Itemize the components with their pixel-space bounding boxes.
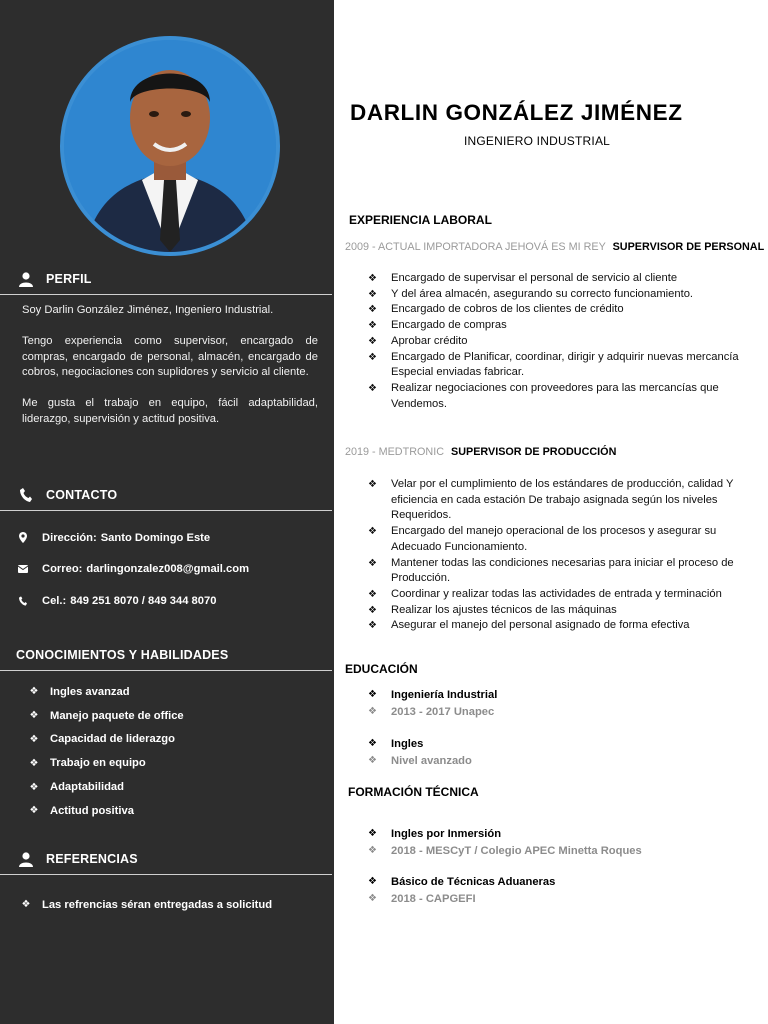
diamond-bullet-icon: ❖ bbox=[368, 828, 377, 839]
contacto-title: CONTACTO bbox=[46, 488, 118, 502]
diamond-bullet-icon: ❖ bbox=[29, 686, 39, 698]
list-item bbox=[368, 287, 758, 303]
diamond-bullet-icon: ❖ bbox=[368, 588, 377, 600]
list-item bbox=[28, 751, 328, 775]
main-content bbox=[334, 0, 768, 1024]
location-pin-icon bbox=[16, 531, 30, 545]
list-item bbox=[368, 302, 758, 318]
person-icon bbox=[16, 269, 36, 289]
perfil-paragraph: Soy Darlin González Jiménez, Ingeniero Industrial. bbox=[22, 304, 274, 316]
list-item bbox=[20, 893, 330, 917]
references-list bbox=[20, 893, 330, 917]
list-item bbox=[368, 686, 758, 703]
bullet-text: Coordinar y realizar todas las actividades de entrada y terminación bbox=[391, 587, 722, 600]
diamond-bullet-icon: ❖ bbox=[368, 755, 377, 766]
skill-label: Capacidad de liderazgo bbox=[50, 733, 175, 746]
education-list bbox=[368, 686, 758, 769]
job-meta: 2019 - MEDTRONIC bbox=[345, 446, 444, 458]
skill-label: Ingles avanzad bbox=[50, 685, 130, 698]
diamond-bullet-icon: ❖ bbox=[368, 845, 377, 856]
list-item bbox=[368, 271, 758, 287]
job-bullets-2 bbox=[368, 477, 758, 634]
diamond-bullet-icon: ❖ bbox=[368, 335, 377, 347]
list-item bbox=[28, 775, 328, 799]
edu-detail: Nivel avanzado bbox=[391, 754, 472, 767]
diamond-bullet-icon: ❖ bbox=[21, 899, 31, 911]
bullet-text: Encargado de supervisar el personal de servicio al cliente bbox=[391, 272, 678, 284]
sidebar bbox=[0, 0, 334, 1024]
perfil-paragraph: Tengo experiencia como supervisor, encargado de compras, encargado de personal, almacén, encargado de cobros, negociaciones con suplidores y servicio al cliente. bbox=[22, 334, 318, 379]
contact-address-value: Santo Domingo Este bbox=[100, 531, 211, 544]
job-meta: 2009 - ACTUAL IMPORTADORA JEHOVÁ ES MI REY bbox=[345, 241, 606, 253]
habilidades-header bbox=[0, 640, 332, 671]
contact-phone-label: Cel.: bbox=[42, 594, 67, 607]
referencias-header bbox=[0, 844, 332, 875]
contact-email-label: Correo: bbox=[42, 563, 83, 576]
list-item bbox=[368, 618, 758, 634]
list-item bbox=[368, 318, 758, 334]
contact-email bbox=[16, 554, 326, 586]
list-item bbox=[28, 728, 328, 752]
bullet-text: Encargado de Planificar, coordinar, dirigir y adquirir nuevas mercancía Especial enviadas fabricar. bbox=[391, 350, 739, 379]
diamond-bullet-icon: ❖ bbox=[368, 304, 377, 316]
diamond-bullet-icon: ❖ bbox=[368, 893, 377, 904]
skill-label: Actitud positiva bbox=[50, 804, 134, 817]
list-item bbox=[368, 477, 758, 524]
bullet-text: Realizar los ajustes técnicos de las máquinas bbox=[391, 603, 617, 616]
list-item bbox=[28, 680, 328, 704]
bullet-text: Y del área almacén, asegurando su correcto funcionamiento. bbox=[391, 287, 694, 300]
bullet-text: Mantener todas las condiciones necesarias para iniciar el proceso de Producción. bbox=[391, 556, 734, 585]
diamond-bullet-icon: ❖ bbox=[368, 689, 377, 700]
training-title: Ingles por Inmersión bbox=[391, 827, 502, 840]
diamond-bullet-icon: ❖ bbox=[29, 733, 39, 745]
job-bullets-1 bbox=[368, 271, 758, 412]
list-item bbox=[368, 825, 758, 842]
bullet-text: Realizar negociaciones con proveedores para las mercancías que Vendemos. bbox=[391, 381, 719, 410]
edu-title: Ingles bbox=[391, 737, 424, 750]
perfil-text bbox=[22, 303, 318, 443]
email-icon bbox=[16, 562, 30, 576]
skill-label: Adaptabilidad bbox=[50, 781, 124, 794]
list-item bbox=[368, 890, 758, 907]
diamond-bullet-icon: ❖ bbox=[368, 526, 377, 538]
skill-label: Manejo paquete de office bbox=[50, 709, 184, 722]
diamond-bullet-icon: ❖ bbox=[368, 382, 377, 394]
skill-label: Trabajo en equipo bbox=[50, 757, 146, 770]
profile-photo bbox=[60, 36, 280, 256]
reference-label: Las refrencias séran entregadas a solicitud bbox=[42, 898, 273, 911]
diamond-bullet-icon: ❖ bbox=[368, 288, 377, 300]
diamond-bullet-icon: ❖ bbox=[368, 876, 377, 887]
training-list bbox=[368, 825, 758, 907]
training-detail: 2018 - CAPGEFI bbox=[391, 892, 476, 905]
edu-title: Ingeniería Industrial bbox=[391, 688, 498, 701]
training-detail: 2018 - MESCyT / Colegio APEC Minetta Roques bbox=[391, 844, 642, 857]
diamond-bullet-icon: ❖ bbox=[368, 557, 377, 569]
bullet-text: Encargado de cobros de los clientes de crédito bbox=[391, 303, 624, 316]
list-item bbox=[368, 842, 758, 859]
job-title: INGENIERO INDUSTRIAL bbox=[464, 134, 611, 148]
habilidades-title: CONOCIMIENTOS Y HABILIDADES bbox=[16, 648, 229, 662]
diamond-bullet-icon: ❖ bbox=[368, 620, 377, 632]
job-line-2 bbox=[345, 446, 616, 458]
page-title: DARLIN GONZÁLEZ JIMÉNEZ bbox=[350, 100, 683, 125]
list-item bbox=[368, 735, 758, 752]
diamond-bullet-icon: ❖ bbox=[368, 320, 377, 332]
list-item bbox=[368, 381, 758, 412]
perfil-title: PERFIL bbox=[46, 272, 92, 286]
bullet-text: Asegurar el manejo del personal asignado de forma efectiva bbox=[391, 619, 690, 632]
job-role: SUPERVISOR DE PERSONAL bbox=[612, 241, 765, 253]
contact-email-value[interactable]: darlingonzalez008@gmail.com bbox=[86, 563, 250, 576]
diamond-bullet-icon: ❖ bbox=[368, 604, 377, 616]
list-item bbox=[368, 752, 758, 769]
edu-detail: 2013 - 2017 Unapec bbox=[391, 705, 495, 718]
referencias-title: REFERENCIAS bbox=[46, 852, 138, 866]
diamond-bullet-icon: ❖ bbox=[368, 738, 377, 749]
diamond-bullet-icon: ❖ bbox=[29, 757, 39, 769]
bullet-text: Velar por el cumplimiento de los estándares de producción, calidad Y eficiencia en cada estación De trabajo asignada según los niveles Requeridos. bbox=[391, 478, 734, 522]
diamond-bullet-icon: ❖ bbox=[29, 710, 39, 722]
contact-phone bbox=[16, 585, 326, 617]
contacto-header bbox=[0, 480, 332, 511]
job-line-1 bbox=[345, 241, 764, 253]
list-item bbox=[28, 799, 328, 823]
bullet-text: Aprobar crédito bbox=[391, 334, 468, 347]
list-item bbox=[368, 603, 758, 619]
contact-address-label: Dirección: bbox=[42, 531, 97, 544]
perfil-paragraph: Me gusta el trabajo en equipo, fácil adaptabilidad, liderazgo, supervisión y actitud positiva. bbox=[22, 397, 318, 425]
training-title: Básico de Técnicas Aduaneras bbox=[391, 875, 556, 888]
diamond-bullet-icon: ❖ bbox=[368, 273, 377, 284]
profile-photo-illustration bbox=[64, 40, 276, 252]
educacion-heading: EDUCACIÓN bbox=[345, 662, 418, 676]
phone-icon bbox=[16, 594, 30, 608]
list-item bbox=[368, 587, 758, 603]
formacion-heading: FORMACIÓN TÉCNICA bbox=[348, 785, 479, 799]
list-item bbox=[28, 704, 328, 728]
diamond-bullet-icon: ❖ bbox=[368, 351, 377, 363]
list-item bbox=[368, 556, 758, 587]
diamond-bullet-icon: ❖ bbox=[368, 706, 377, 717]
bullet-text: Encargado de compras bbox=[391, 319, 507, 332]
person-icon bbox=[16, 849, 36, 869]
diamond-bullet-icon: ❖ bbox=[368, 479, 377, 490]
list-item bbox=[368, 524, 758, 555]
experiencia-heading: EXPERIENCIA LABORAL bbox=[349, 213, 492, 227]
list-item bbox=[368, 350, 758, 381]
list-item bbox=[368, 334, 758, 350]
list-item bbox=[368, 873, 758, 890]
bullet-text: Encargado del manejo operacional de los procesos y asegurar su Adecuado Funcionamiento. bbox=[391, 525, 717, 553]
contact-list bbox=[16, 522, 326, 617]
skills-list bbox=[28, 680, 328, 823]
list-item bbox=[368, 703, 758, 720]
perfil-header bbox=[0, 264, 332, 295]
phone-icon bbox=[16, 485, 36, 505]
diamond-bullet-icon: ❖ bbox=[29, 805, 39, 817]
contact-phone-value[interactable]: 849 251 8070 / 849 344 8070 bbox=[70, 594, 217, 607]
contact-address bbox=[16, 522, 326, 554]
diamond-bullet-icon: ❖ bbox=[29, 781, 39, 793]
job-role: SUPERVISOR DE PRODUCCIÓN bbox=[451, 446, 617, 458]
